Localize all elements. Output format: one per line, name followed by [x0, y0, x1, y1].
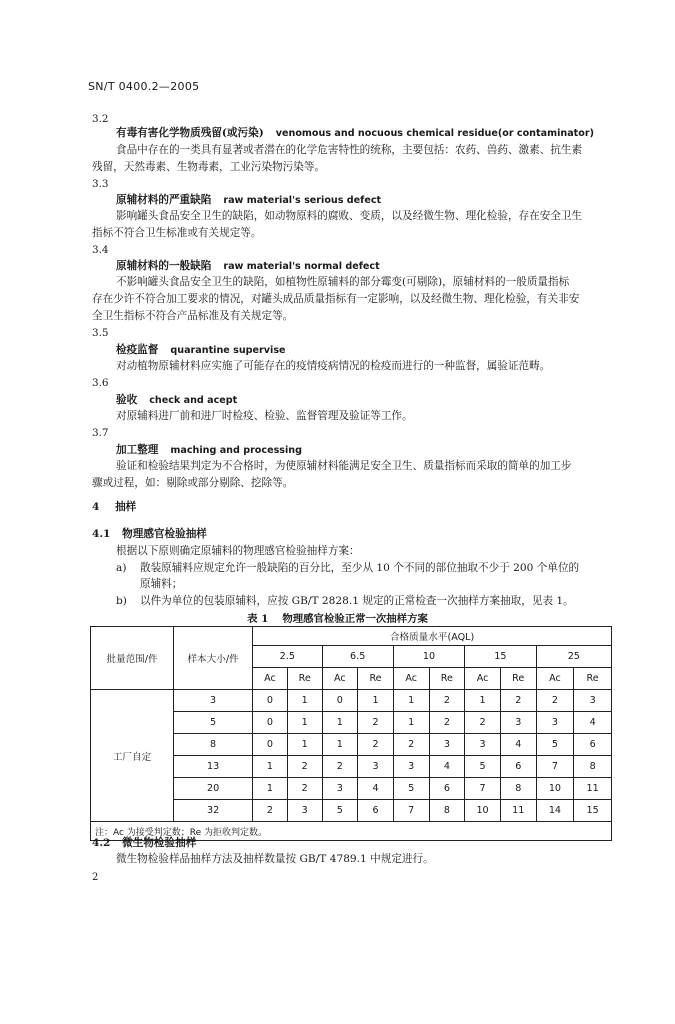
term-3-2-zh: 有毒有害化学物质残留(或污染) [116, 127, 264, 139]
aql-level: 6.5 [322, 646, 393, 668]
term-3-5 [116, 343, 286, 358]
table-cell: 1 [287, 734, 322, 756]
table-cell: 2 [322, 756, 358, 778]
definition-3-5-line1: 对动植物原辅材料应实施了可能存在的疫情疫病情况的检疫而进行的一种监督，属验证范畴。 [116, 360, 551, 372]
term-3-7-en: maching and processing [170, 445, 302, 456]
table-header-row [91, 627, 612, 646]
table-cell: 3 [287, 800, 322, 822]
table-cell: 5 [393, 778, 429, 800]
clause-number-3-6: 3.6 [92, 377, 109, 389]
definition-3-6-line1: 对原辅料进厂前和进厂时检疫、检验、监督管理及验证等工作。 [116, 410, 413, 422]
table-cell: 5 [536, 734, 574, 756]
table-cell: 1 [287, 712, 322, 734]
definition-3-4-line1: 不影响罐头食品安全卫生的缺陷，如植物性原辅料的部分霉变(可剔除)，原辅材料的一般质量指标 [116, 276, 570, 288]
table-cell: 10 [465, 800, 501, 822]
term-3-6-en: check and acept [149, 395, 238, 406]
definition-3-4-line2: 存在少许不符合加工要求的情况，对罐头成品质量指标有一定影响，以及经微生物、理化检验，有关非安 [92, 293, 580, 305]
table-cell: 1 [287, 690, 322, 712]
table-cell: 7 [465, 778, 501, 800]
table-cell: 10 [536, 778, 574, 800]
table-cell: 1 [322, 734, 358, 756]
table-cell: 3 [358, 756, 394, 778]
table-cell: 3 [574, 690, 612, 712]
list-item-a-line1: 散装原辅料应规定允许一般缺陷的百分比，至少从 10 个不同的部位抽取不少于 200 个单位的 [140, 562, 580, 574]
standard-number-header: SN/T 0400.2—2005 [88, 80, 200, 93]
table-1-label: 表 1 [247, 613, 269, 625]
table-cell: 0 [322, 690, 358, 712]
section-4-1-intro: 根据以下原则确定原辅料的物理感官检验抽样方案： [116, 545, 360, 557]
table-cell: 8 [574, 756, 612, 778]
table-cell: 1 [393, 690, 429, 712]
table-cell: 7 [393, 800, 429, 822]
header-ac: Ac [393, 668, 429, 690]
table-cell: 6 [500, 756, 536, 778]
table-cell: 0 [253, 690, 288, 712]
table-cell: 1 [393, 712, 429, 734]
term-3-4-zh: 原辅材料的一般缺陷 [116, 260, 212, 272]
aql-level: 15 [465, 646, 536, 668]
table-cell: 8 [429, 800, 465, 822]
term-3-4 [116, 259, 380, 274]
table-cell: 2 [393, 734, 429, 756]
batch-range-value: 工厂自定 [91, 690, 174, 822]
header-ac: Ac [253, 668, 288, 690]
section-4-1-number: 4.1 [92, 528, 111, 540]
term-3-7 [116, 443, 302, 458]
table-cell: 5 [465, 756, 501, 778]
table-cell: 2 [429, 712, 465, 734]
table-row [91, 690, 612, 712]
table-1-caption [0, 610, 675, 625]
term-3-3 [116, 193, 381, 208]
page-number: 2 [92, 872, 99, 883]
header-re: Re [500, 668, 536, 690]
term-3-4-en: raw material's normal defect [223, 261, 380, 272]
sample-size-cell: 32 [174, 800, 253, 822]
clause-number-3-2: 3.2 [92, 113, 109, 125]
definition-3-7-line1: 验证和检验结果判定为不合格时，为使原辅材料能满足安全卫生、质量指标而采取的简单的加工步 [116, 460, 572, 472]
table-cell: 2 [536, 690, 574, 712]
term-3-6-zh: 验收 [116, 394, 138, 406]
table-cell: 11 [500, 800, 536, 822]
term-3-2-en: venomous and nocuous chemical residue(or contaminator) [275, 128, 594, 139]
aql-level: 2.5 [253, 646, 322, 668]
list-item-b-line1: 以件为单位的包装原辅料，应按 GB/T 2828.1 规定的正常检查一次抽样方案抽取，见表 1。 [140, 595, 574, 607]
section-4-1-heading [92, 527, 207, 541]
table-cell: 0 [253, 734, 288, 756]
header-re: Re [429, 668, 465, 690]
definition-3-2-line2: 残留，天然毒素、生物毒素，工业污染物污染等。 [92, 161, 326, 173]
aql-level: 25 [536, 646, 611, 668]
sample-size-cell: 5 [174, 712, 253, 734]
table-cell: 3 [429, 734, 465, 756]
section-4-title: 抽样 [115, 501, 137, 513]
table-note: 注：Ac 为接受判定数；Re 为拒收判定数。 [91, 822, 612, 841]
sample-size-cell: 8 [174, 734, 253, 756]
table-cell: 2 [358, 734, 394, 756]
clause-number-3-3: 3.3 [92, 178, 109, 190]
table-cell: 3 [536, 712, 574, 734]
term-3-3-en: raw material's serious defect [223, 195, 382, 206]
header-ac: Ac [322, 668, 358, 690]
table-cell: 3 [393, 756, 429, 778]
header-ac: Ac [465, 668, 501, 690]
table-cell: 2 [287, 756, 322, 778]
term-3-6 [116, 393, 237, 408]
table-cell: 1 [465, 690, 501, 712]
table-cell: 2 [465, 712, 501, 734]
definition-3-7-line2: 骤或过程，如：剔除或部分剔除、挖除等。 [92, 477, 294, 489]
header-batch-range: 批量范围/件 [91, 627, 174, 690]
table-cell: 3 [465, 734, 501, 756]
table-cell: 5 [322, 800, 358, 822]
table-cell: 0 [253, 712, 288, 734]
table-cell: 6 [574, 734, 612, 756]
table-cell: 3 [500, 712, 536, 734]
clause-number-3-7: 3.7 [92, 427, 109, 439]
table-cell: 11 [574, 778, 612, 800]
definition-3-4-line3: 全卫生指标不符合产品标准及有关规定等。 [92, 310, 294, 322]
header-re: Re [574, 668, 612, 690]
sampling-plan-table [90, 626, 612, 841]
table-cell: 4 [358, 778, 394, 800]
term-3-5-en: quarantine supervise [170, 345, 286, 356]
term-3-2 [116, 126, 594, 141]
section-4-2-title: 微生物检验抽样 [122, 837, 197, 849]
table-cell: 7 [536, 756, 574, 778]
clause-number-3-5: 3.5 [92, 327, 109, 339]
definition-3-2-line1: 食品中存在的一类具有显著或者潜在的化学危害特性的统称，主要包括：农药、兽药、激素、抗生素 [116, 144, 583, 156]
header-ac: Ac [536, 668, 574, 690]
section-4-heading [92, 500, 136, 514]
table-cell: 1 [358, 690, 394, 712]
table-cell: 2 [287, 778, 322, 800]
section-4-2-text: 微生物检验样品抽样方法及抽样数量按 GB/T 4789.1 中规定进行。 [116, 853, 434, 865]
section-4-2-number: 4.2 [92, 837, 111, 849]
list-item-a-marker: a) [116, 562, 127, 574]
table-cell: 2 [253, 800, 288, 822]
table-cell: 1 [322, 712, 358, 734]
sample-size-cell: 3 [174, 690, 253, 712]
term-3-3-zh: 原辅材料的严重缺陷 [116, 194, 212, 206]
table-cell: 4 [574, 712, 612, 734]
definition-3-3-line2: 指标不符合卫生标准或有关规定等。 [92, 227, 262, 239]
table-cell: 2 [500, 690, 536, 712]
table-cell: 4 [429, 756, 465, 778]
table-cell: 6 [429, 778, 465, 800]
aql-level: 10 [393, 646, 464, 668]
section-4-1-title: 物理感官检验抽样 [122, 528, 207, 540]
definition-3-3-line1: 影响罐头食品安全卫生的缺陷，如动物原料的腐败、变质，以及经微生物、理化检验，存在安全卫生 [116, 210, 583, 222]
table-cell: 15 [574, 800, 612, 822]
header-re: Re [287, 668, 322, 690]
table-1-title: 物理感官检验正常一次抽样方案 [282, 613, 428, 625]
table-cell: 2 [429, 690, 465, 712]
section-4-number: 4 [92, 501, 100, 513]
header-re: Re [358, 668, 394, 690]
term-3-7-zh: 加工整理 [116, 444, 159, 456]
table-cell: 8 [500, 778, 536, 800]
table-cell: 6 [358, 800, 394, 822]
sample-size-cell: 13 [174, 756, 253, 778]
list-item-b-marker: b) [116, 595, 127, 607]
clause-number-3-4: 3.4 [92, 244, 109, 256]
header-sample-size: 样本大小/件 [174, 627, 253, 690]
table-cell: 3 [322, 778, 358, 800]
list-item-a-line2: 原辅料； [140, 578, 183, 590]
header-aql: 合格质量水平(AQL) [253, 627, 612, 646]
table-cell: 1 [253, 778, 288, 800]
section-4-2-heading [92, 836, 196, 850]
table-cell: 1 [253, 756, 288, 778]
table-cell: 14 [536, 800, 574, 822]
table-cell: 2 [358, 712, 394, 734]
term-3-5-zh: 检疫监督 [116, 344, 159, 356]
table-cell: 4 [500, 734, 536, 756]
sample-size-cell: 20 [174, 778, 253, 800]
